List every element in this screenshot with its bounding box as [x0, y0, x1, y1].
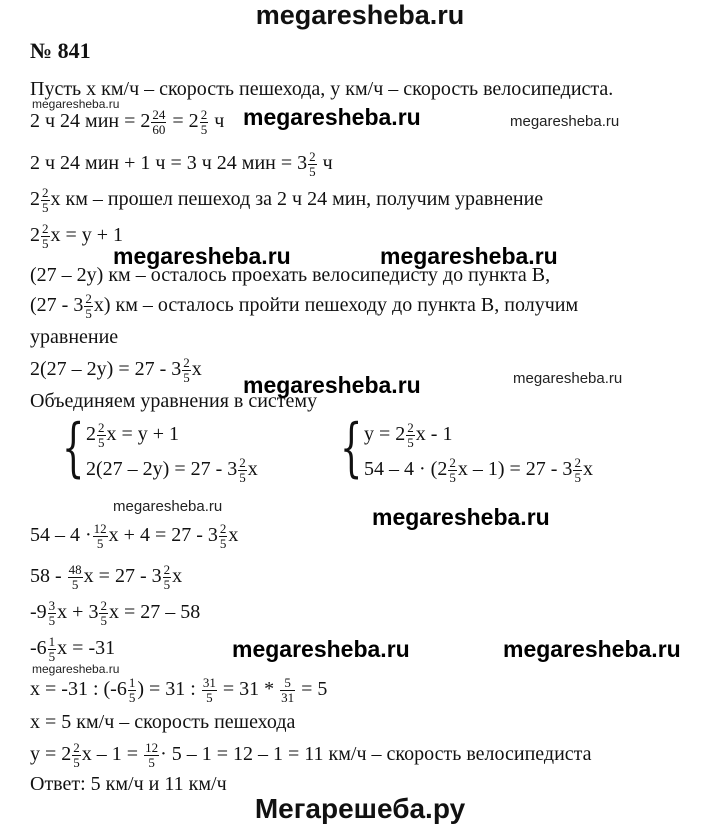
- system-1-eq-2: 2(27 – 2y) = 27 - 3 $\frac{2}{5}$ x: [86, 455, 258, 485]
- solution-line-16: x = 5 км/ч – скорость пешехода: [30, 711, 296, 733]
- site-footer: Мегарешеба.ру: [254, 793, 466, 824]
- watermark-small: megaresheba.ru: [32, 97, 120, 111]
- solution-line-10: Объединяем уравнения в систему: [30, 390, 318, 412]
- site-header: megaresheba.ru: [255, 0, 465, 30]
- system-2-eq-1: y = 2 $\frac{2}{5}$ x - 1: [364, 420, 453, 450]
- watermark: megaresheba.ru: [503, 636, 681, 662]
- fraction: $\frac{24}{60}$: [152, 107, 166, 137]
- fraction: $\frac{2}{5}$: [200, 107, 208, 137]
- solution-line-14: -6 $\frac{1}{5}$ x = -31: [30, 634, 116, 664]
- watermark: megaresheba.ru: [243, 372, 421, 398]
- watermark-small: megaresheba.ru: [513, 370, 623, 387]
- solution-line-11: 54 – 4 · $\frac{12}{5}$ x + 4 = 27 - 3 $\frac{2}{5}$ x: [30, 521, 239, 551]
- brace-icon: {: [62, 411, 85, 485]
- solution-line-6: (27 – 2y) км – осталось проехать велосипедисту до пункта B,: [30, 264, 551, 286]
- solution-line-17: y = 2 $\frac{2}{5}$ x – 1 = $\frac{12}{5}$ · 5 – 1 = 12 – 1 = 11 км/ч – скорость велосипедиста: [30, 740, 592, 770]
- solution-line-13: -9 $\frac{3}{5}$ x + 3 $\frac{2}{5}$ x = 27 – 58: [30, 598, 201, 628]
- solution-line-3: 2 ч 24 мин + 1 ч = 3 ч 24 мин = 3 $\frac{2}{5}$ ч: [30, 149, 333, 179]
- solution-line-15: x = -31 : (-6 $\frac{1}{5}$ ) = 31 : $\frac{31}{5}$ = 31 * $\frac{5}{31}$ = 5: [30, 675, 328, 705]
- solution-line-4: 2 $\frac{2}{5}$ x км – прошел пешеход за 2 ч 24 мин, получим уравнение: [30, 185, 544, 215]
- watermark-small: megaresheba.ru: [510, 113, 620, 130]
- watermark: megaresheba.ru: [232, 636, 410, 662]
- problem-number: № 841: [30, 38, 91, 63]
- answer-line: Ответ: 5 км/ч и 11 км/ч: [30, 773, 227, 795]
- solution-line-2: 2 ч 24 мин = 2 $\frac{24}{60}$ = 2 $\frac{2}{5}$ ч: [30, 107, 225, 137]
- watermark: megaresheba.ru: [243, 104, 421, 130]
- solution-line-5: 2 $\frac{2}{5}$ x = y + 1: [30, 221, 124, 251]
- solution-line-12: 58 - $\frac{48}{5}$ x = 27 - 3 $\frac{2}{5}$ x: [30, 562, 183, 592]
- system-1-eq-1: 2 $\frac{2}{5}$ x = y + 1: [86, 420, 180, 450]
- watermark: megaresheba.ru: [380, 243, 558, 269]
- watermark-small: megaresheba.ru: [32, 662, 120, 676]
- solution-line-7: (27 - 3 $\frac{2}{5}$ x) км – осталось пройти пешеходу до пункта B, получим: [30, 291, 579, 321]
- solution-line-1: Пусть x км/ч – скорость пешехода, y км/ч – скорость велосипедиста.: [30, 78, 614, 100]
- system-2-eq-2: 54 – 4 · (2 $\frac{2}{5}$ x – 1) = 27 - 3 $\frac{2}{5}$ x: [364, 455, 593, 485]
- solution-line-9: 2(27 – 2y) = 27 - 3 $\frac{2}{5}$ x: [30, 355, 202, 385]
- solution-line-8: уравнение: [30, 326, 119, 348]
- brace-icon: {: [340, 411, 363, 485]
- watermark: megaresheba.ru: [372, 504, 550, 530]
- watermark: megaresheba.ru: [113, 243, 291, 269]
- watermark-small: megaresheba.ru: [113, 498, 223, 515]
